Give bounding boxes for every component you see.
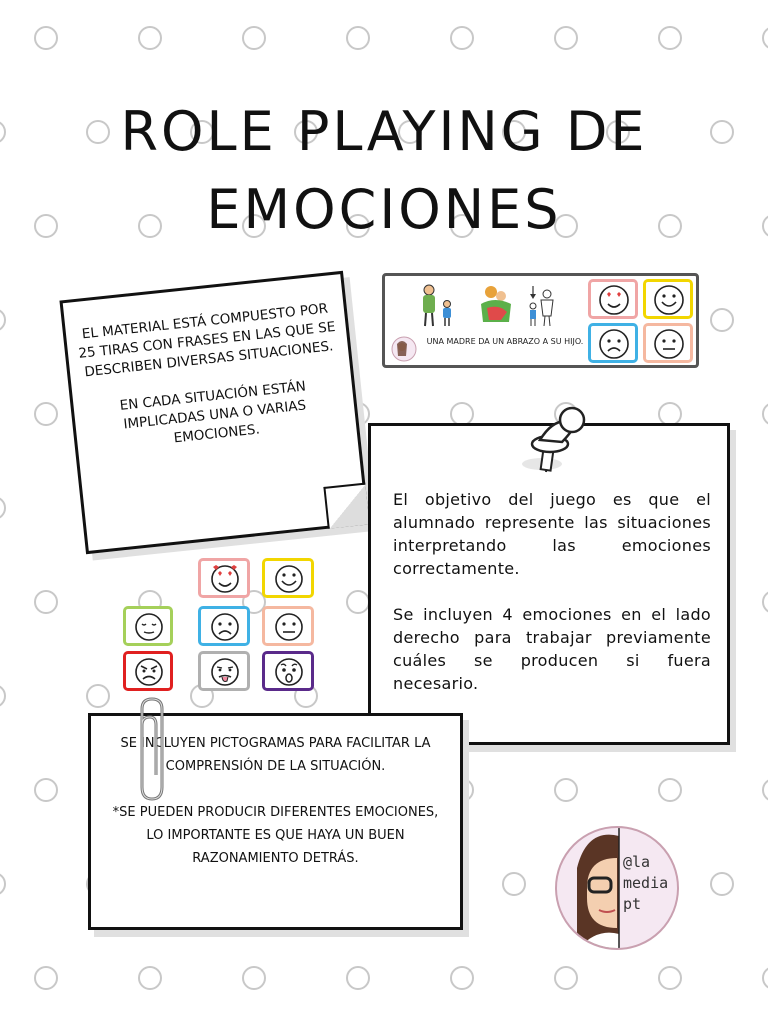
background-dot bbox=[35, 591, 57, 613]
background-dot bbox=[139, 27, 161, 49]
background-dot bbox=[763, 403, 768, 425]
example-strip bbox=[382, 273, 699, 368]
sad-face-icon bbox=[198, 606, 250, 646]
background-dot bbox=[35, 779, 57, 801]
background-dot bbox=[711, 873, 733, 895]
background-dot bbox=[711, 309, 733, 331]
page-title-line-1: ROLE PLAYING DE bbox=[120, 100, 648, 163]
background-dot bbox=[659, 403, 681, 425]
neutral-face-icon bbox=[643, 323, 693, 363]
objective-paragraph: El objetivo del juego es que el alumnado represente las situaciones interpretando las emociones correctamente. bbox=[393, 490, 711, 578]
background-dot bbox=[451, 403, 473, 425]
background-dot bbox=[347, 27, 369, 49]
background-dot bbox=[503, 873, 525, 895]
background-dot bbox=[0, 309, 5, 331]
logo-small-icon bbox=[391, 336, 417, 362]
reasoning-paragraph: *SE PUEDEN PRODUCIR DIFERENTES EMOCIONES, LO IMPORTANTE ES QUE HAYA UN BUEN RAZONAMIENTO DETRÁS. bbox=[112, 805, 439, 866]
background-dot bbox=[451, 27, 473, 49]
background-dot bbox=[87, 685, 109, 707]
author-handle bbox=[623, 852, 668, 915]
neutral-face-icon bbox=[262, 606, 314, 646]
love-face-icon bbox=[198, 558, 250, 598]
background-dot bbox=[763, 591, 768, 613]
background-dot bbox=[555, 779, 577, 801]
disgust-face-icon bbox=[198, 651, 250, 691]
situations-paragraph: EN CADA SITUACIÓN ESTÁN IMPLICADAS UNA O VARIAS EMOCIONES. bbox=[118, 378, 307, 447]
background-dot bbox=[659, 967, 681, 989]
handle-line-1: @la bbox=[623, 853, 651, 871]
calm-face-icon bbox=[123, 606, 173, 646]
background-dot bbox=[35, 27, 57, 49]
handle-line-2: media bbox=[623, 874, 669, 892]
background-dot bbox=[659, 27, 681, 49]
background-dot bbox=[347, 967, 369, 989]
background-dot bbox=[763, 779, 768, 801]
pushpin-icon bbox=[520, 400, 590, 480]
background-dot bbox=[35, 403, 57, 425]
background-dot bbox=[243, 27, 265, 49]
happy-face-icon bbox=[262, 558, 314, 598]
material-description-note bbox=[59, 271, 369, 554]
page-curl bbox=[323, 483, 369, 529]
background-dot bbox=[659, 779, 681, 801]
pictograms-paragraph: SE INCLUYEN PICTOGRAMAS PARA FACILITAR LA COMPRENSIÓN DE LA SITUACIÓN. bbox=[120, 736, 431, 774]
background-dot bbox=[0, 873, 5, 895]
author-avatar bbox=[555, 826, 679, 950]
angry-face-icon bbox=[123, 651, 173, 691]
background-dot bbox=[139, 967, 161, 989]
background-dot bbox=[35, 967, 57, 989]
background-dot bbox=[0, 685, 5, 707]
page-title-line-2: EMOCIONES bbox=[206, 178, 562, 241]
scene-caption: UNA MADRE DA UN ABRAZO A SU HIJO. bbox=[426, 337, 584, 346]
happy-face-icon bbox=[643, 279, 693, 319]
love-face-icon bbox=[588, 279, 638, 319]
fear-face-icon bbox=[262, 651, 314, 691]
background-dot bbox=[451, 967, 473, 989]
background-dot bbox=[763, 27, 768, 49]
background-dot bbox=[763, 967, 768, 989]
background-dot bbox=[555, 27, 577, 49]
emotions-paragraph: Se incluyen 4 emociones en el lado derecho para trabajar previamente cuáles se producen si fuera necesario. bbox=[393, 605, 711, 693]
background-dot bbox=[347, 591, 369, 613]
background-dot bbox=[243, 967, 265, 989]
mother-child-pictogram bbox=[415, 282, 555, 332]
material-paragraph: EL MATERIAL ESTÁ COMPUESTO POR 25 TIRAS CON FRASES EN LAS QUE SE DESCRIBEN DIVERSAS SITUACIONES. bbox=[77, 300, 337, 381]
background-dot bbox=[555, 967, 577, 989]
background-dot bbox=[0, 497, 5, 519]
sad-face-icon bbox=[588, 323, 638, 363]
handle-line-3: pt bbox=[623, 895, 642, 913]
paperclip-icon bbox=[130, 695, 180, 805]
